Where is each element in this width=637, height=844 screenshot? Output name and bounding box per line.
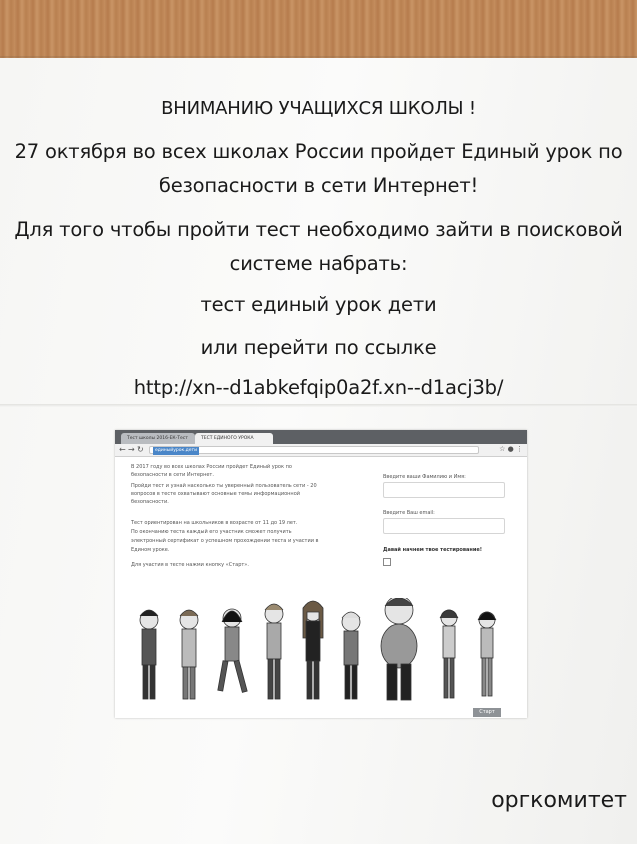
notice-line-2: безопасности в сети Интернет!: [158, 174, 479, 197]
menu-icons[interactable]: ☆ ● ⋮: [499, 445, 523, 453]
address-bar[interactable]: [149, 446, 479, 454]
notice-line-1: 27 октября во всех школах России пройдет Единый урок по: [14, 140, 623, 163]
search-query-text: тест единый урок дети: [200, 293, 437, 316]
intro-line-4: вопросов в тесте охватывают основные темы информационной: [131, 491, 300, 497]
notice-line-4: системе набрать:: [229, 252, 408, 275]
browser-toolbar: [115, 444, 527, 457]
cta-text: Давай начнем твое тестирование!: [383, 547, 483, 553]
intro-line-5: безопасности.: [131, 499, 169, 505]
browser-tab-bar: [115, 430, 527, 444]
address-text: единыйурок.дети: [155, 448, 198, 453]
target-line-2: По окончанию теста каждый его участник сможет получить: [131, 529, 292, 535]
cartoon-children-illustration: [137, 598, 517, 714]
website-screenshot: [115, 430, 527, 718]
browser-tab-2[interactable]: ТЕСТ ЕДИНОГО УРОКА: [195, 433, 273, 444]
back-icon[interactable]: ←: [119, 445, 126, 454]
target-line-1: Тест ориентирован на школьников в возрасте от 11 до 19 лет.: [131, 520, 298, 526]
paper-fold: [0, 404, 637, 407]
target-line-3: электронный сертификат о успешном прохождении теста и участии в: [131, 538, 319, 544]
intro-line-2: безопасности в сети Интернет.: [131, 472, 214, 478]
reload-icon[interactable]: ↻: [137, 445, 144, 454]
intro-line-1: В 2017 году во всех школах России пройдет Единый урок по: [131, 464, 292, 470]
target-line-4: Едином уроке.: [131, 547, 170, 553]
instruction-text: Для участия в тесте нажми кнопку «Старт».: [131, 562, 249, 568]
name-input[interactable]: [383, 482, 505, 498]
notice-line-3: Для того чтобы пройти тест необходимо зайти в поисковой: [14, 218, 623, 241]
email-label: Введите Ваш email:: [383, 510, 435, 516]
notice-line-5: или перейти по ссылке: [200, 336, 437, 359]
browser-tab-1[interactable]: Тест школы 2016-ЕК-Тест: [121, 433, 195, 444]
wooden-wall: [0, 0, 637, 58]
start-button[interactable]: Старт: [473, 708, 501, 717]
forward-icon[interactable]: →: [128, 445, 135, 454]
notice-heading: ВНИМАНИЮ УЧАЩИХСЯ ШКОЛЫ !: [161, 98, 476, 119]
name-label: Введите ваши Фамилию и Имя:: [383, 474, 466, 480]
email-input[interactable]: [383, 518, 505, 534]
signature-orgcommittee: оргкомитет: [491, 788, 627, 813]
broken-image-icon: [383, 558, 391, 566]
intro-line-3: Пройди тест и узнай насколько ты уверенный пользователь сети - 20: [131, 483, 317, 489]
test-link[interactable]: http://xn--d1abkefqip0a2f.xn--d1acj3b/: [133, 376, 504, 399]
